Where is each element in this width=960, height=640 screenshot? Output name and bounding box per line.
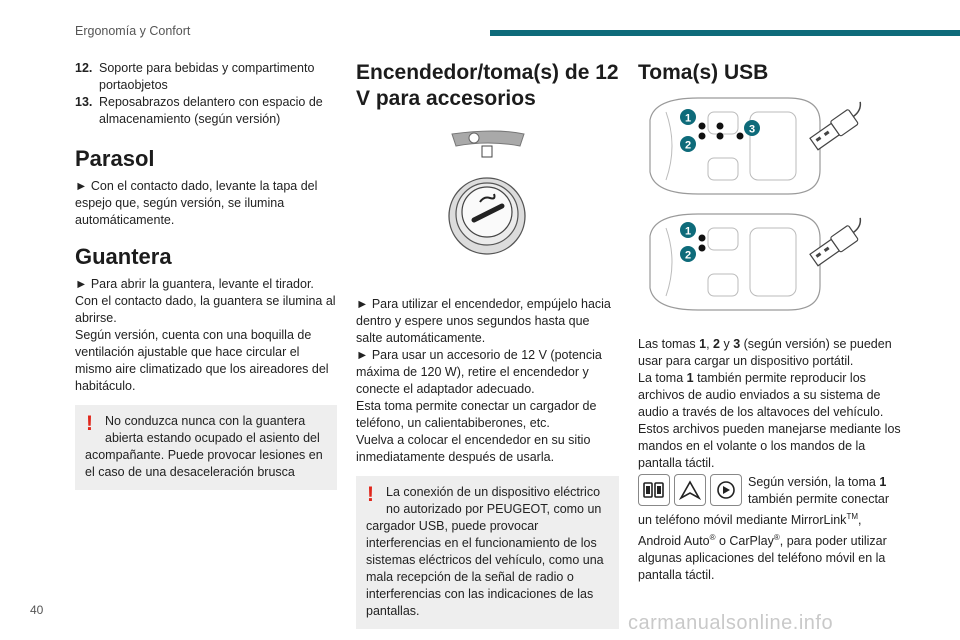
text-run: Las tomas <box>638 337 700 351</box>
text-run-bold: 1 <box>686 371 694 385</box>
dashboard-strip <box>452 131 524 146</box>
socket-dot <box>717 123 724 130</box>
text-run-bold: 1 <box>879 475 887 489</box>
mirrorlink-icon <box>638 474 670 506</box>
registered-sup: ® <box>773 533 780 543</box>
warning-text-rest: acompañante. Puede provocar lesiones en el caso de una desaceleración brusca <box>85 448 323 479</box>
text-run-bold: 2 <box>713 337 720 351</box>
text-run: también permite conectar un teléfono móvil mediante MirrorLink <box>638 492 890 528</box>
usb-diagram-three-sockets <box>638 92 906 202</box>
guantera-text-3: Según versión, cuenta con una boquilla de ventilación ajustable que hace circular el mismo aire climatizado que los aireadores del habitáculo. <box>75 328 329 393</box>
encendedor-text-2: ► Para usar un accesorio de 12 V (potencia máxima de 120 W), retire el encendedor y conecte el adaptador adecuado. <box>356 348 602 396</box>
heading-encendedor: Encendedor/toma(s) de 12 V para accesorios <box>356 61 619 110</box>
text-run: , Android Auto <box>638 513 862 549</box>
watermark: carmanualsonline.info <box>628 612 834 634</box>
text-run: , <box>706 337 714 351</box>
heading-guantera: Guantera <box>75 244 172 269</box>
callout-3-label: 3 <box>748 123 756 136</box>
list-item <box>75 60 337 94</box>
app-icons <box>638 474 742 506</box>
callout-2-label: 2 <box>684 139 692 152</box>
item-text: Soporte para bebidas y compartimento portaobjetos <box>99 61 315 92</box>
text-run: o CarPlay <box>715 534 774 549</box>
socket-dot <box>699 245 706 252</box>
list-item <box>75 94 337 128</box>
warning-text-rest: cargador USB, puede provocar interferencias en el funcionamiento de los sistemas eléctricos del vehículo, como una mala recepción de la señal de radio o interferencias con las indicaciones de las pantallas. <box>366 519 604 618</box>
callout-1-label: 1 <box>684 112 692 125</box>
callout-1-label: 1 <box>684 225 692 238</box>
parasol-text: ► Con el contacto dado, levante la tapa del espejo que, según versión, se ilumina automáticamente. <box>75 179 318 227</box>
socket-dot <box>737 133 744 140</box>
item-text: Reposabrazos delantero con espacio de almacenamiento (según versión) <box>99 95 323 126</box>
socket-dot <box>699 133 706 140</box>
lighter-socket-small <box>482 146 492 157</box>
item-number: 12. <box>75 61 93 75</box>
heading-parasol: Parasol <box>75 146 155 171</box>
page-number: 40 <box>30 603 44 617</box>
usb-text-4 <box>638 474 906 584</box>
socket-dot <box>717 133 724 140</box>
warning-box-guantera <box>75 405 337 490</box>
encendedor-text-4: Vuelva a colocar el encendedor en su sitio inmediatamente después de usarla. <box>356 433 591 464</box>
column-middle <box>356 60 619 629</box>
text-run: también permite reproducir los archivos de audio enviados a su sistema de audio a través de los altavoces del vehículo. <box>638 371 884 419</box>
text-run: y <box>720 337 734 351</box>
text-run-bold: 1 <box>699 337 707 351</box>
steering-icon <box>469 133 479 143</box>
trademark-sup: TM <box>846 512 858 521</box>
registered-sup: ® <box>709 533 716 543</box>
socket-dot <box>699 123 706 130</box>
section-header: Ergonomía y Confort <box>75 24 191 38</box>
header-bar <box>490 30 960 36</box>
text-run: La toma <box>638 371 687 385</box>
guantera-text-1: ► Para abrir la guantera, levante el tirador. <box>75 277 314 291</box>
warning-box-encendedor <box>356 476 619 629</box>
guantera-text-2: Con el contacto dado, la guantera se ilumina al abrirse. <box>75 294 336 325</box>
android-auto-icon <box>674 474 706 506</box>
warning-icon: ! <box>367 483 374 506</box>
usb-diagram-two-sockets <box>638 208 906 320</box>
text-run-bold: 3 <box>733 337 741 351</box>
column-left <box>75 60 337 490</box>
socket-dot <box>699 235 706 242</box>
warning-text-first: No conduzca nunca con la guantera abierta estando ocupado el asiento del <box>105 414 320 445</box>
text-run: , para poder utilizar algunas aplicaciones del teléfono móvil en la pantalla táctil. <box>638 534 887 583</box>
text-run: (según versión) se pueden usar para cargar un dispositivo portátil. <box>638 337 892 368</box>
carplay-icon <box>710 474 742 506</box>
item-number: 13. <box>75 95 93 109</box>
usb-text-3: Estos archivos pueden manejarse mediante los mandos en el volante o los mandos de la pantalla táctil. <box>638 422 901 470</box>
usb-text-2 <box>638 370 906 421</box>
warning-text-first: La conexión de un dispositivo eléctrico no autorizado por PEUGEOT, como un <box>386 485 602 516</box>
warning-icon: ! <box>86 412 93 435</box>
cigarette-lighter-illustration <box>356 126 619 276</box>
encendedor-text-1: ► Para utilizar el encendedor, empújelo hacia dentro y espere unos segundos hasta que salte automáticamente. <box>356 297 611 345</box>
callout-2-label: 2 <box>684 249 692 262</box>
column-right <box>638 60 906 584</box>
heading-usb: Toma(s) USB <box>638 61 769 84</box>
usb-text-1 <box>638 336 906 370</box>
encendedor-text-3: Esta toma permite conectar un cargador de teléfono, un calientabiberones, etc. <box>356 399 597 430</box>
text-run: Según versión, la toma <box>748 475 880 489</box>
